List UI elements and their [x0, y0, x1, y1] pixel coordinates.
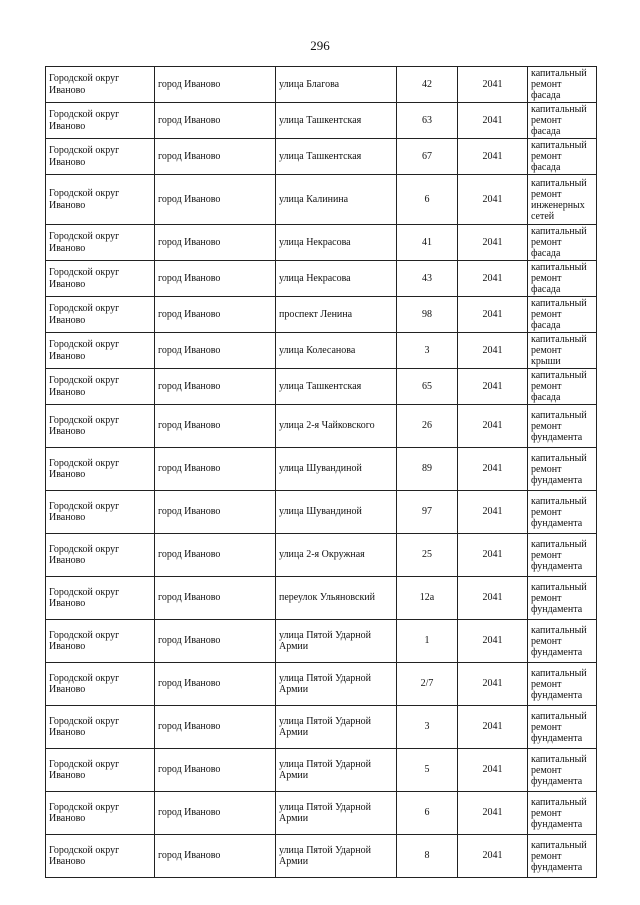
- work-type-cell: капитальный ремонт фундамента: [528, 577, 597, 620]
- work-type-cell: капитальный ремонт фундамента: [528, 448, 597, 491]
- city-cell: город Иваново: [155, 103, 276, 139]
- district-cell: Городской округ Иваново: [46, 620, 155, 663]
- district-cell: Городской округ Иваново: [46, 448, 155, 491]
- street-cell: переулок Ульяновский: [276, 577, 397, 620]
- district-cell: Городской округ Иваново: [46, 405, 155, 448]
- street-cell: улица Пятой Ударной Армии: [276, 749, 397, 792]
- work-type-cell: капитальный ремонт фасада: [528, 225, 597, 261]
- street-cell: улица Пятой Ударной Армии: [276, 835, 397, 878]
- district-cell: Городской округ Иваново: [46, 261, 155, 297]
- city-cell: город Иваново: [155, 706, 276, 749]
- city-cell: город Иваново: [155, 620, 276, 663]
- street-cell: улица Колесанова: [276, 333, 397, 369]
- year-cell: 2041: [458, 297, 528, 333]
- work-type-cell: капитальный ремонт фундамента: [528, 706, 597, 749]
- house-number-cell: 25: [397, 534, 458, 577]
- work-type-cell: капитальный ремонт фасада: [528, 369, 597, 405]
- district-cell: Городской округ Иваново: [46, 297, 155, 333]
- year-cell: 2041: [458, 749, 528, 792]
- house-number-cell: 98: [397, 297, 458, 333]
- work-type-cell: капитальный ремонт фасада: [528, 103, 597, 139]
- work-type-cell: капитальный ремонт фасада: [528, 67, 597, 103]
- district-cell: Городской округ Иваново: [46, 175, 155, 225]
- city-cell: город Иваново: [155, 333, 276, 369]
- district-cell: Городской округ Иваново: [46, 577, 155, 620]
- year-cell: 2041: [458, 139, 528, 175]
- housing-repair-table: [45, 66, 597, 878]
- city-cell: город Иваново: [155, 448, 276, 491]
- street-cell: улица Пятой Ударной Армии: [276, 620, 397, 663]
- district-cell: Городской округ Иваново: [46, 225, 155, 261]
- house-number-cell: 41: [397, 225, 458, 261]
- district-cell: Городской округ Иваново: [46, 139, 155, 175]
- city-cell: город Иваново: [155, 225, 276, 261]
- district-cell: Городской округ Иваново: [46, 706, 155, 749]
- district-cell: Городской округ Иваново: [46, 534, 155, 577]
- table-row: [46, 139, 597, 175]
- street-cell: улица 2-я Окружная: [276, 534, 397, 577]
- work-type-cell: капитальный ремонт фундамента: [528, 749, 597, 792]
- street-cell: улица Ташкентская: [276, 139, 397, 175]
- district-cell: Городской округ Иваново: [46, 369, 155, 405]
- house-number-cell: 42: [397, 67, 458, 103]
- district-cell: Городской округ Иваново: [46, 103, 155, 139]
- year-cell: 2041: [458, 261, 528, 297]
- district-cell: Городской округ Иваново: [46, 67, 155, 103]
- work-type-cell: капитальный ремонт фундамента: [528, 405, 597, 448]
- work-type-cell: капитальный ремонт фасада: [528, 297, 597, 333]
- street-cell: улица Пятой Ударной Армии: [276, 706, 397, 749]
- city-cell: город Иваново: [155, 369, 276, 405]
- street-cell: улица Калинина: [276, 175, 397, 225]
- table-row: [46, 369, 597, 405]
- city-cell: город Иваново: [155, 405, 276, 448]
- house-number-cell: 89: [397, 448, 458, 491]
- work-type-cell: капитальный ремонт крыши: [528, 333, 597, 369]
- house-number-cell: 12а: [397, 577, 458, 620]
- house-number-cell: 43: [397, 261, 458, 297]
- district-cell: Городской округ Иваново: [46, 792, 155, 835]
- year-cell: 2041: [458, 405, 528, 448]
- table-row: [46, 261, 597, 297]
- year-cell: 2041: [458, 792, 528, 835]
- house-number-cell: 97: [397, 491, 458, 534]
- work-type-cell: капитальный ремонт фундамента: [528, 792, 597, 835]
- year-cell: 2041: [458, 534, 528, 577]
- house-number-cell: 26: [397, 405, 458, 448]
- table-row: [46, 577, 597, 620]
- city-cell: город Иваново: [155, 261, 276, 297]
- work-type-cell: капитальный ремонт фундамента: [528, 491, 597, 534]
- city-cell: город Иваново: [155, 577, 276, 620]
- table-row: [46, 175, 597, 225]
- city-cell: город Иваново: [155, 175, 276, 225]
- work-type-cell: капитальный ремонт фасада: [528, 139, 597, 175]
- year-cell: 2041: [458, 706, 528, 749]
- house-number-cell: 6: [397, 175, 458, 225]
- street-cell: улица Ташкентская: [276, 103, 397, 139]
- house-number-cell: 65: [397, 369, 458, 405]
- table-row: [46, 491, 597, 534]
- district-cell: Городской округ Иваново: [46, 333, 155, 369]
- street-cell: улица Шувандиной: [276, 448, 397, 491]
- page-number: 296: [310, 38, 330, 53]
- district-cell: Городской округ Иваново: [46, 835, 155, 878]
- city-cell: город Иваново: [155, 297, 276, 333]
- year-cell: 2041: [458, 225, 528, 261]
- table-row: [46, 103, 597, 139]
- house-number-cell: 63: [397, 103, 458, 139]
- house-number-cell: 5: [397, 749, 458, 792]
- street-cell: улица Благова: [276, 67, 397, 103]
- table-row: [46, 835, 597, 878]
- house-number-cell: 8: [397, 835, 458, 878]
- street-cell: улица Пятой Ударной Армии: [276, 663, 397, 706]
- city-cell: город Иваново: [155, 663, 276, 706]
- city-cell: город Иваново: [155, 749, 276, 792]
- year-cell: 2041: [458, 175, 528, 225]
- table-row: [46, 792, 597, 835]
- city-cell: город Иваново: [155, 835, 276, 878]
- table-row: [46, 534, 597, 577]
- year-cell: 2041: [458, 835, 528, 878]
- house-number-cell: 2/7: [397, 663, 458, 706]
- year-cell: 2041: [458, 67, 528, 103]
- street-cell: проспект Ленина: [276, 297, 397, 333]
- work-type-cell: капитальный ремонт фундамента: [528, 620, 597, 663]
- city-cell: город Иваново: [155, 534, 276, 577]
- street-cell: улица 2-я Чайковского: [276, 405, 397, 448]
- district-cell: Городской округ Иваново: [46, 491, 155, 534]
- table-body: [46, 67, 597, 878]
- table-row: [46, 67, 597, 103]
- year-cell: 2041: [458, 448, 528, 491]
- district-cell: Городской округ Иваново: [46, 749, 155, 792]
- year-cell: 2041: [458, 333, 528, 369]
- table-row: [46, 405, 597, 448]
- city-cell: город Иваново: [155, 139, 276, 175]
- year-cell: 2041: [458, 663, 528, 706]
- city-cell: город Иваново: [155, 792, 276, 835]
- table-row: [46, 620, 597, 663]
- table-row: [46, 749, 597, 792]
- table-row: [46, 448, 597, 491]
- work-type-cell: капитальный ремонт фундамента: [528, 835, 597, 878]
- work-type-cell: капитальный ремонт фасада: [528, 261, 597, 297]
- year-cell: 2041: [458, 620, 528, 663]
- year-cell: 2041: [458, 103, 528, 139]
- city-cell: город Иваново: [155, 491, 276, 534]
- year-cell: 2041: [458, 491, 528, 534]
- table-row: [46, 663, 597, 706]
- house-number-cell: 3: [397, 333, 458, 369]
- table-row: [46, 297, 597, 333]
- city-cell: город Иваново: [155, 67, 276, 103]
- street-cell: улица Пятой Ударной Армии: [276, 792, 397, 835]
- work-type-cell: капитальный ремонт инженерных сетей: [528, 175, 597, 225]
- house-number-cell: 3: [397, 706, 458, 749]
- street-cell: улица Некрасова: [276, 225, 397, 261]
- house-number-cell: 1: [397, 620, 458, 663]
- street-cell: улица Ташкентская: [276, 369, 397, 405]
- street-cell: улица Шувандиной: [276, 491, 397, 534]
- year-cell: 2041: [458, 577, 528, 620]
- work-type-cell: капитальный ремонт фундамента: [528, 663, 597, 706]
- table-row: [46, 333, 597, 369]
- year-cell: 2041: [458, 369, 528, 405]
- work-type-cell: капитальный ремонт фундамента: [528, 534, 597, 577]
- table-row: [46, 706, 597, 749]
- district-cell: Городской округ Иваново: [46, 663, 155, 706]
- house-number-cell: 6: [397, 792, 458, 835]
- table-row: [46, 225, 597, 261]
- house-number-cell: 67: [397, 139, 458, 175]
- street-cell: улица Некрасова: [276, 261, 397, 297]
